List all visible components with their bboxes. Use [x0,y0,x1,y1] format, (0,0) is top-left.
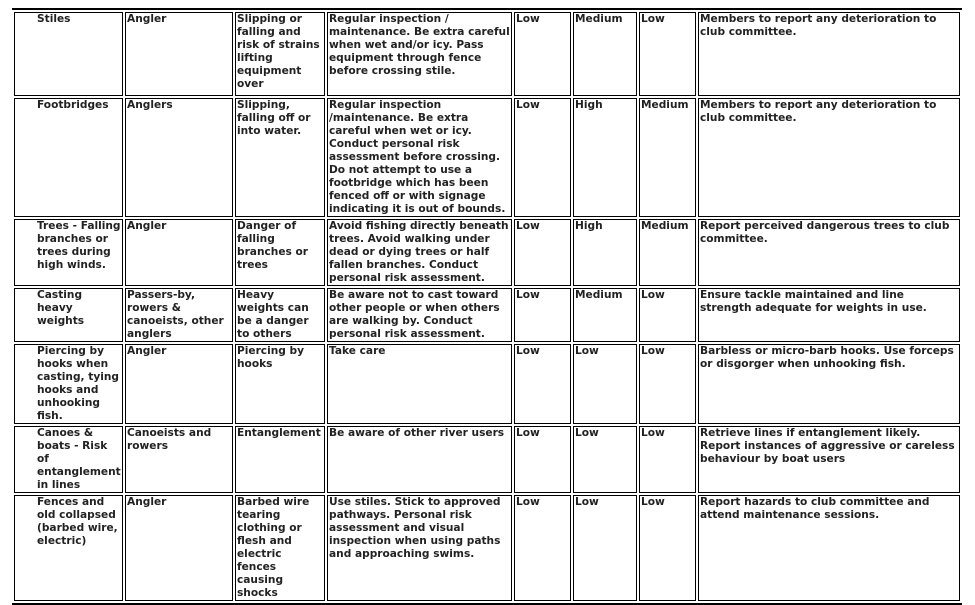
who-at-risk-cell: Angler [125,12,233,96]
table-row-footbridges [14,98,960,217]
likelihood-cell: Low [514,288,571,342]
hazard-cell: Trees - Falling branches or trees during high winds. [14,219,123,286]
hazard-cell: Casting heavy weights [14,288,123,342]
table-row-casting [14,288,960,342]
action-cell: Report hazards to club committee and attend maintenance sessions. [698,495,960,601]
who-at-risk-cell: Anglers [125,98,233,217]
controls-cell: Regular inspection /maintenance. Be extra careful when wet or icy. Conduct personal risk assessment before crossing. Do not attempt to use a footbridge which has been fenced off or with signage indicating it is out of bounds. [327,98,512,217]
risk-cell: Entanglement [235,426,325,493]
table-row-fences [14,495,960,601]
risk-cell: Slipping, falling off or into water. [235,98,325,217]
risk-cell: Barbed wire tearing clothing or flesh and electric fences causing shocks [235,495,325,601]
table-row-trees [14,219,960,286]
hazard-cell: Piercing by hooks when casting, tying hooks and unhooking fish. [14,344,123,424]
hazard-cell: Canoes & boats - Risk of entanglement in lines [14,426,123,493]
controls-cell: Take care [327,344,512,424]
risk-rating-cell: Medium [639,98,696,217]
risk-rating-cell: Medium [639,219,696,286]
risk-rating-cell: Low [639,344,696,424]
severity-cell: Medium [573,288,637,342]
risk-assessment-table [12,8,962,605]
who-at-risk-cell: Angler [125,219,233,286]
action-cell: Members to report any deterioration to club committee. [698,12,960,96]
controls-cell: Use stiles. Stick to approved pathways. Personal risk assessment and visual inspection when using paths and approaching swims. [327,495,512,601]
likelihood-cell: Low [514,344,571,424]
severity-cell: Low [573,344,637,424]
likelihood-cell: Low [514,495,571,601]
severity-cell: Medium [573,12,637,96]
likelihood-cell: Low [514,219,571,286]
risk-cell: Danger of falling branches or trees [235,219,325,286]
action-cell: Report perceived dangerous trees to club committee. [698,219,960,286]
table-row-hooks [14,344,960,424]
risk-rating-cell: Low [639,426,696,493]
likelihood-cell: Low [514,98,571,217]
who-at-risk-cell: Angler [125,344,233,424]
controls-cell: Be aware not to cast toward other people or when others are walking by. Conduct personal risk assessment. [327,288,512,342]
table-row-stiles [14,12,960,96]
likelihood-cell: Low [514,12,571,96]
risk-cell: Piercing by hooks [235,344,325,424]
risk-rating-cell: Low [639,288,696,342]
action-cell: Members to report any deterioration to club committee. [698,98,960,217]
hazard-cell: Fences and old collapsed (barbed wire, electric) [14,495,123,601]
hazard-cell: Stiles [14,12,123,96]
action-cell: Ensure tackle maintained and line strength adequate for weights in use. [698,288,960,342]
table-row-boats [14,426,960,493]
who-at-risk-cell: Angler [125,495,233,601]
severity-cell: High [573,219,637,286]
risk-rating-cell: Low [639,495,696,601]
action-cell: Retrieve lines if entanglement likely. Report instances of aggressive or careless behaviour by boat users [698,426,960,493]
action-cell: Barbless or micro-barb hooks. Use forceps or disgorger when unhooking fish. [698,344,960,424]
who-at-risk-cell: Passers-by, rowers & canoeists, other anglers [125,288,233,342]
severity-cell: Low [573,495,637,601]
controls-cell: Be aware of other river users [327,426,512,493]
severity-cell: High [573,98,637,217]
hazard-cell: Footbridges [14,98,123,217]
severity-cell: Low [573,426,637,493]
risk-cell: Slipping or falling and risk of strains lifting equipment over [235,12,325,96]
who-at-risk-cell: Canoeists and rowers [125,426,233,493]
controls-cell: Avoid fishing directly beneath trees. Avoid walking under dead or dying trees or half fallen branches. Conduct personal risk assessment. [327,219,512,286]
controls-cell: Regular inspection / maintenance. Be extra careful when wet and/or icy. Pass equipment through fence before crossing stile. [327,12,512,96]
likelihood-cell: Low [514,426,571,493]
risk-cell: Heavy weights can be a danger to others [235,288,325,342]
risk-rating-cell: Low [639,12,696,96]
